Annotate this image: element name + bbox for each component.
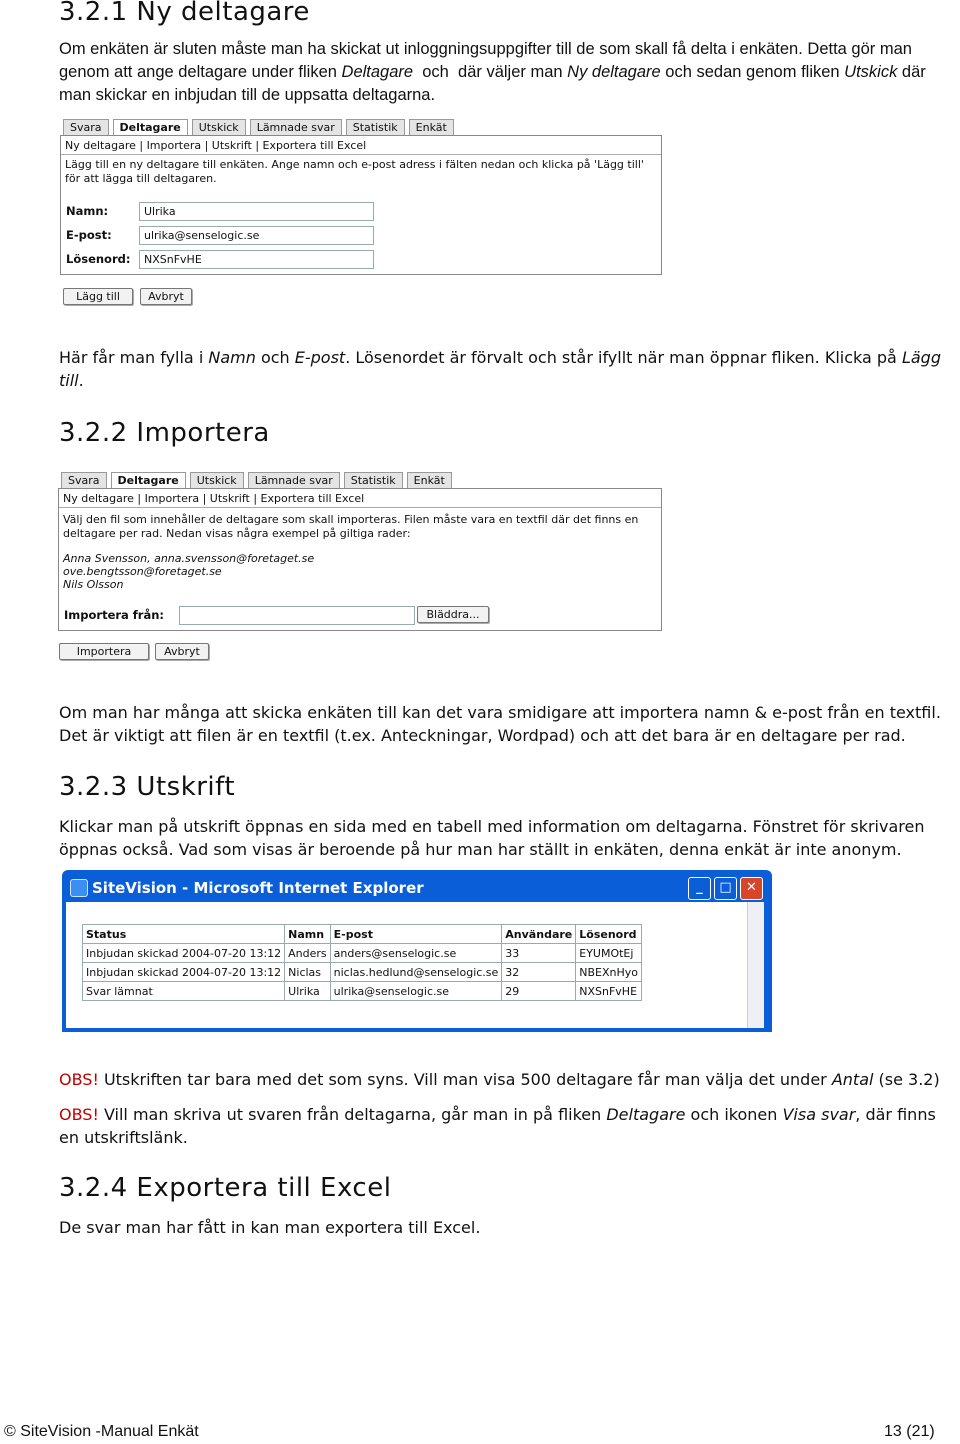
email-cell: niclas.hedlund@senselogic.se [330, 963, 502, 982]
tab-utskick[interactable]: Utskick [192, 119, 246, 137]
table-row [83, 944, 642, 963]
subnav[interactable]: Ny deltagare | Importera | Utskrift | Exportera till Excel [63, 492, 365, 505]
name-label: Namn: [66, 204, 109, 218]
status-cell: Svar lämnat [83, 982, 285, 1001]
new-participant-screenshot [60, 118, 662, 308]
obs-label: OBS! [59, 1070, 99, 1089]
instruction-text: Lägg till en ny deltagare till enkäten. Ange namn och e-post adress i fälten nedan och klicka på 'Lägg till' för att lägga till deltagaren. [65, 158, 644, 185]
participants-table [82, 924, 642, 1001]
tab-statistik[interactable]: Statistik [346, 119, 405, 137]
paragraph: De svar man har fått in kan man exportera till Excel. [59, 1218, 481, 1237]
tab-enkat[interactable]: Enkät [407, 472, 452, 490]
import-screenshot [58, 471, 662, 663]
tab-svara[interactable]: Svara [63, 119, 109, 137]
divider [59, 507, 661, 508]
name-cell: Anders [285, 944, 331, 963]
email-cell: ulrika@senselogic.se [330, 982, 502, 1001]
form-panel [60, 135, 662, 275]
close-icon[interactable]: ✕ [740, 877, 763, 900]
column-header: Namn [285, 925, 331, 944]
password-cell: NBEXnHyo [576, 963, 642, 982]
paragraph-text: Om enkäten är sluten måste man ha skickat ut inloggningsuppgifter till de som skall få delta i enkäten. Detta gör man genom att ange deltagare under fliken Deltagare och där väljer man Ny deltagare och sedan genom fliken Utskick där man skickar en inbjudan till de uppsatta deltagarna. [59, 40, 926, 104]
page-number: 13 (21) [884, 1423, 935, 1440]
obs-note [59, 1103, 954, 1149]
import-panel [58, 488, 662, 631]
window-content [66, 902, 764, 1028]
section-heading: 3.2.2 Importera [59, 418, 270, 448]
column-header: Status [83, 925, 285, 944]
status-cell: Inbjudan skickad 2004-07-20 13:12 [83, 944, 285, 963]
divider [61, 154, 661, 155]
paragraph: Klickar man på utskrift öppnas en sida med en tabell med information om deltagarna. Fönstret för skrivaren öppnas också. Vad som visas är beroende på hur man har ställt in enkäten, denna enkät är inte anonym. [59, 817, 925, 859]
email-field[interactable]: ulrika@senselogic.se [139, 226, 374, 245]
example-line: ove.bengtsson@foretaget.se [63, 565, 222, 578]
import-from-label: Importera från: [64, 608, 165, 622]
tab-svara[interactable]: Svara [61, 472, 107, 490]
tab-lamnade-svar[interactable]: Lämnade svar [248, 472, 340, 490]
file-path-input[interactable] [179, 606, 415, 625]
tab-lamnade-svar[interactable]: Lämnade svar [250, 119, 342, 137]
user-cell: 33 [502, 944, 576, 963]
window-title: SiteVision - Microsoft Internet Explorer [92, 879, 424, 897]
tab-deltagare[interactable]: Deltagare [113, 119, 188, 137]
table-row [83, 963, 642, 982]
section-heading: 3.2.4 Exportera till Excel [59, 1173, 392, 1203]
paragraph: Om man har många att skicka enkäten till kan det vara smidigare att importera namn & e-post från en textfil. Det är viktigt att filen är en textfil (t.ex. Anteckningar, Wordpad) och att det bara är en deltagare per rad. [59, 703, 941, 745]
vertical-scrollbar[interactable] [747, 902, 764, 1028]
instruction-text: Välj den fil som innehåller de deltagare som skall importeras. Filen måste vara en textfil där det finns en deltagare per rad. Nedan visas några exempel på giltiga rader: [63, 513, 639, 540]
import-button[interactable]: Importera [59, 643, 149, 660]
column-header: Användare [502, 925, 576, 944]
add-button[interactable]: Lägg till [63, 288, 133, 305]
password-cell: NXSnFvHE [576, 982, 642, 1001]
paragraph-text: Här får man fylla i Namn och E-post. Lösenordet är förvalt och står ifyllt när man öppnar fliken. Klicka på Lägg till. [59, 348, 941, 390]
user-cell: 29 [502, 982, 576, 1001]
name-cell: Ulrika [285, 982, 331, 1001]
cancel-button[interactable]: Avbryt [155, 643, 209, 660]
paragraph [59, 38, 954, 107]
section-heading: 3.2.1 Ny deltagare [59, 0, 310, 27]
minimize-icon[interactable]: _ [688, 877, 711, 900]
column-header: Lösenord [576, 925, 642, 944]
name-field[interactable]: Ulrika [139, 202, 374, 221]
name-cell: Niclas [285, 963, 331, 982]
obs-text: Utskriften tar bara med det som syns. Vill man visa 500 deltagare får man välja det under Antal (se 3.2) [98, 1070, 940, 1089]
section-heading: 3.2.3 Utskrift [59, 772, 236, 802]
password-label: Lösenord: [66, 252, 131, 266]
status-cell: Inbjudan skickad 2004-07-20 13:12 [83, 963, 285, 982]
paragraph [59, 346, 954, 392]
example-line: Nils Olsson [63, 578, 124, 591]
tab-enkat[interactable]: Enkät [409, 119, 454, 137]
column-header: E-post [330, 925, 502, 944]
ie-logo-icon [70, 879, 88, 897]
footer-left: © SiteVision -Manual Enkät [4, 1423, 199, 1440]
maximize-icon[interactable]: □ [714, 877, 737, 900]
password-field[interactable]: NXSnFvHE [139, 250, 374, 269]
obs-text: Vill man skriva ut svaren från deltagarna, går man in på fliken Deltagare och ikonen Visa svar, där finns en utskriftslänk. [59, 1105, 936, 1147]
subnav[interactable]: Ny deltagare | Importera | Utskrift | Exportera till Excel [65, 139, 367, 152]
tab-utskick[interactable]: Utskick [190, 472, 244, 490]
table-header-row [83, 925, 642, 944]
obs-label: OBS! [59, 1105, 99, 1124]
browse-button[interactable]: Bläddra... [417, 606, 489, 623]
tab-deltagare[interactable]: Deltagare [111, 472, 186, 490]
table-row [83, 982, 642, 1001]
email-cell: anders@senselogic.se [330, 944, 502, 963]
tab-statistik[interactable]: Statistik [344, 472, 403, 490]
example-line: Anna Svensson, anna.svensson@foretaget.se [63, 552, 315, 565]
obs-note [59, 1068, 954, 1091]
ie-window [62, 870, 772, 1032]
user-cell: 32 [502, 963, 576, 982]
password-cell: EYUMOtEj [576, 944, 642, 963]
email-label: E-post: [66, 228, 112, 242]
cancel-button[interactable]: Avbryt [140, 288, 192, 305]
